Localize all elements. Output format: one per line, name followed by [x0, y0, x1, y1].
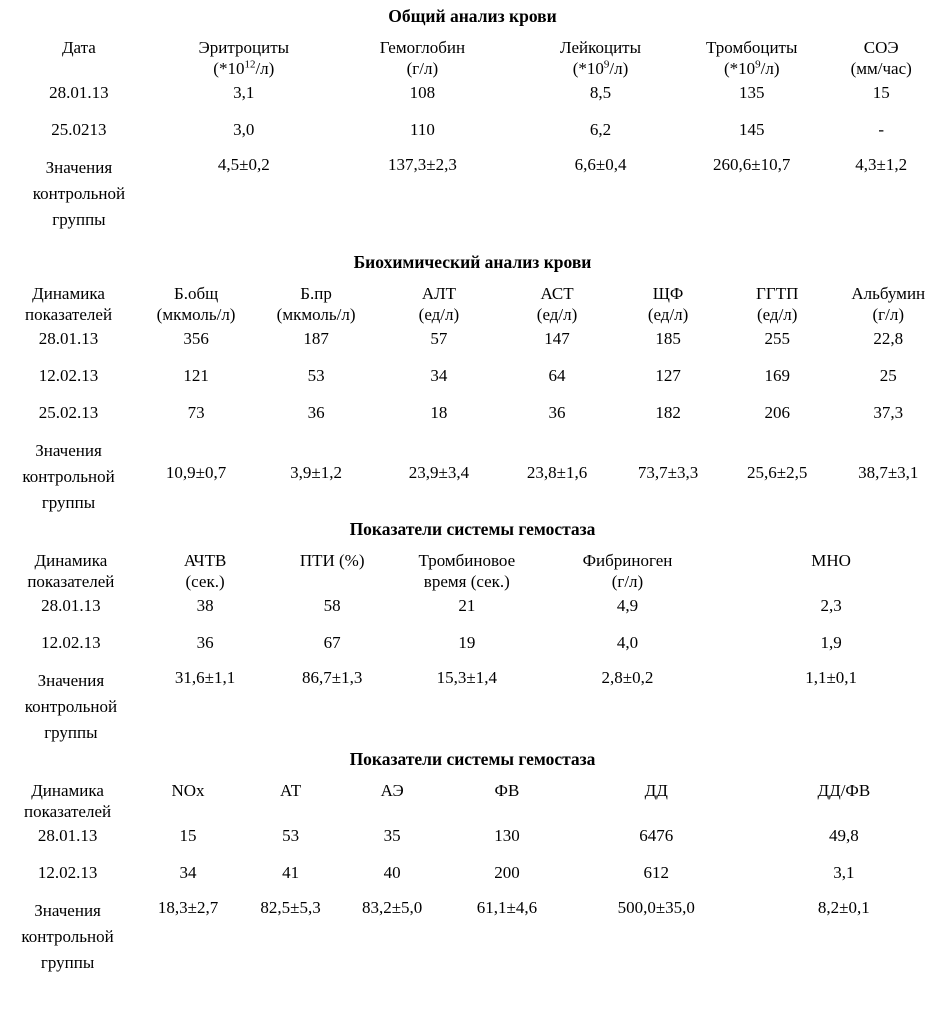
- value-cell: 6476: [639, 826, 674, 845]
- value-cell: 612: [643, 863, 669, 882]
- control-group-label: Значения контрольной группы: [32, 158, 126, 229]
- value-cell: 36: [196, 633, 214, 652]
- value-cell: 38: [196, 596, 214, 615]
- value-cell: 182: [655, 403, 681, 422]
- control-group-value: 2,8±0,2: [601, 668, 654, 687]
- control-group-row: [0, 883, 945, 976]
- column-header: ДД: [644, 781, 668, 800]
- column-header: ДД/ФВ: [817, 781, 871, 800]
- value-cell: 64: [548, 366, 566, 385]
- control-group-value: 25,6±2,5: [747, 463, 808, 482]
- value-cell: 34: [430, 366, 448, 385]
- header-row: [0, 540, 945, 592]
- table-row: [0, 846, 945, 883]
- value-cell: 21: [458, 596, 476, 615]
- control-group-value: 23,9±3,4: [408, 463, 470, 482]
- value-cell: 35: [383, 826, 401, 845]
- row-date: 12.02.13: [37, 863, 98, 882]
- table-row: [0, 103, 945, 140]
- table-title-general-blood-test: Общий анализ крови: [388, 6, 557, 26]
- control-group-value: 4,3±1,2: [855, 155, 908, 174]
- row-date: 12.02.13: [38, 366, 99, 385]
- column-header: АСТ (ед/л): [536, 284, 578, 324]
- table-row: [0, 79, 945, 103]
- value-cell: 1,9: [820, 633, 842, 652]
- value-cell: 58: [323, 596, 341, 615]
- value-cell: 185: [655, 329, 681, 348]
- row-date: 28.01.13: [41, 596, 101, 615]
- control-group-value: 18,3±2,7: [157, 898, 219, 917]
- value-cell: 53: [282, 826, 300, 845]
- biochemical-blood-test-table: [0, 273, 945, 516]
- row-date: 28.01.13: [37, 826, 98, 845]
- value-cell: 8,5: [589, 83, 612, 102]
- value-cell: 145: [738, 120, 765, 139]
- value-cell: 41: [282, 863, 300, 882]
- header-row: [0, 273, 945, 325]
- column-header: АЧТВ (сек.): [183, 551, 227, 591]
- control-group-value: 1,1±0,1: [805, 668, 858, 687]
- value-cell: 187: [303, 329, 329, 348]
- value-cell: 49,8: [828, 826, 859, 845]
- table-row: [0, 349, 945, 386]
- value-cell: -: [878, 120, 885, 139]
- section-hemostasis-1: [0, 516, 945, 746]
- value-cell: 36: [307, 403, 325, 422]
- header-row: [0, 770, 945, 822]
- control-group-label: Значения контрольной группы: [22, 441, 115, 512]
- control-group-value: 8,2±0,1: [817, 898, 870, 917]
- column-header: МНО: [811, 551, 851, 570]
- table-row: [0, 822, 945, 846]
- header-row: [0, 27, 945, 79]
- row-date: 12.02.13: [41, 633, 101, 652]
- control-group-label: Значения контрольной группы: [24, 671, 118, 742]
- row-date: 28.01.13: [49, 83, 109, 102]
- control-group-value: 6,6±0,4: [574, 155, 627, 174]
- value-cell: 36: [548, 403, 566, 422]
- control-group-value: 31,6±1,1: [174, 668, 236, 687]
- value-cell: 15: [179, 826, 197, 845]
- column-header: ГГТП (ед/л): [756, 284, 799, 324]
- row-date: 25.0213: [51, 120, 107, 139]
- value-cell: 73: [187, 403, 205, 422]
- table-row: [0, 325, 945, 349]
- value-cell: 147: [544, 329, 570, 348]
- section-hemostasis-2: [0, 746, 945, 976]
- control-group-row: [0, 423, 945, 516]
- row-date: 25.02.13: [38, 403, 99, 422]
- hemostasis-table-2: [0, 770, 945, 976]
- column-header: NOx: [171, 781, 205, 800]
- control-group-row: [0, 140, 945, 233]
- value-cell: 206: [764, 403, 790, 422]
- table-row: [0, 592, 945, 616]
- control-group-value: 500,0±35,0: [617, 898, 695, 917]
- column-header: АЭ: [380, 781, 404, 800]
- column-header: Тромбиновое время (сек.): [418, 551, 516, 591]
- section-biochemical-blood-test: [0, 233, 945, 516]
- control-group-value: 82,5±5,3: [260, 898, 321, 917]
- control-group-value: 137,3±2,3: [387, 155, 457, 174]
- table-row: [0, 616, 945, 653]
- value-cell: 127: [655, 366, 681, 385]
- column-header: АТ: [279, 781, 302, 800]
- table-title-hemostasis-2: Показатели системы гемостаза: [349, 749, 596, 769]
- value-cell: 57: [430, 329, 448, 348]
- value-cell: 356: [183, 329, 209, 348]
- column-header: СОЭ (мм/час): [850, 38, 912, 78]
- value-cell: 135: [738, 83, 765, 102]
- table-title-biochemical-blood-test: Биохимический анализ крови: [353, 252, 592, 272]
- column-header: Альбумин (г/л): [851, 284, 926, 324]
- control-group-value: 15,3±1,4: [436, 668, 497, 687]
- column-header: АЛТ (ед/л): [418, 284, 460, 324]
- control-group-value: 3,9±1,2: [290, 463, 342, 482]
- control-group-row: [0, 653, 945, 746]
- value-cell: 110: [409, 120, 435, 139]
- column-header: Б.общ (мкмоль/л): [156, 284, 236, 324]
- column-header: ФВ: [494, 781, 520, 800]
- control-group-label: Значения контрольной группы: [21, 901, 114, 972]
- column-header: ПТИ (%): [299, 551, 365, 570]
- control-group-value: 61,1±4,6: [476, 898, 538, 917]
- control-group-value: 260,6±10,7: [713, 155, 791, 174]
- column-header: Эритроциты $(*10^{12}/л)$: [198, 38, 290, 78]
- value-cell: 169: [764, 366, 790, 385]
- value-cell: 255: [764, 329, 790, 348]
- column-header: Динамика показателей: [24, 284, 113, 324]
- value-cell: 108: [409, 83, 436, 102]
- control-group-value: 23,8±1,6: [526, 463, 588, 482]
- value-cell: 37,3: [873, 403, 904, 422]
- control-group-value: 10,9±0,7: [165, 463, 227, 482]
- value-cell: 3,1: [233, 83, 255, 102]
- value-cell: 22,8: [873, 329, 904, 348]
- value-cell: 121: [183, 366, 209, 385]
- value-cell: 4,0: [616, 633, 639, 652]
- value-cell: 200: [494, 863, 520, 882]
- column-header: Дата: [61, 38, 96, 57]
- value-cell: 34: [179, 863, 197, 882]
- row-date: 28.01.13: [38, 329, 99, 348]
- value-cell: 3,1: [833, 863, 855, 882]
- table-row: [0, 386, 945, 423]
- column-header: Лейкоциты $(*10^9/л)$: [560, 38, 642, 78]
- control-group-value: 38,7±3,1: [858, 463, 919, 482]
- value-cell: 3,0: [233, 120, 255, 139]
- column-header: Динамика показателей: [24, 781, 112, 821]
- value-cell: 67: [323, 633, 341, 652]
- value-cell: 4,9: [616, 596, 639, 615]
- column-header: Динамика показателей: [27, 551, 115, 591]
- section-general-blood-test: [0, 0, 945, 233]
- column-header: ЩФ (ед/л): [647, 284, 689, 324]
- column-header: Б.пр (мкмоль/л): [276, 284, 356, 324]
- value-cell: 130: [494, 826, 520, 845]
- control-group-value: 4,5±0,2: [217, 155, 270, 174]
- general-blood-test-table: [0, 27, 945, 233]
- value-cell: 40: [383, 863, 401, 882]
- column-header: Тромбоциты $(*10^9/л)$: [706, 38, 798, 78]
- value-cell: 15: [872, 83, 890, 102]
- control-group-value: 83,2±5,0: [361, 898, 423, 917]
- column-header: Фибриноген (г/л): [582, 551, 673, 591]
- hemostasis-table-1: [0, 540, 945, 746]
- table-title-hemostasis-1: Показатели системы гемостаза: [349, 519, 596, 539]
- value-cell: 2,3: [820, 596, 842, 615]
- value-cell: 19: [458, 633, 476, 652]
- value-cell: 53: [307, 366, 325, 385]
- value-cell: 25: [879, 366, 897, 385]
- value-cell: 6,2: [589, 120, 612, 139]
- control-group-value: 86,7±1,3: [301, 668, 363, 687]
- control-group-value: 73,7±3,3: [637, 463, 699, 482]
- column-header: Гемоглобин (г/л): [379, 38, 466, 78]
- value-cell: 18: [430, 403, 448, 422]
